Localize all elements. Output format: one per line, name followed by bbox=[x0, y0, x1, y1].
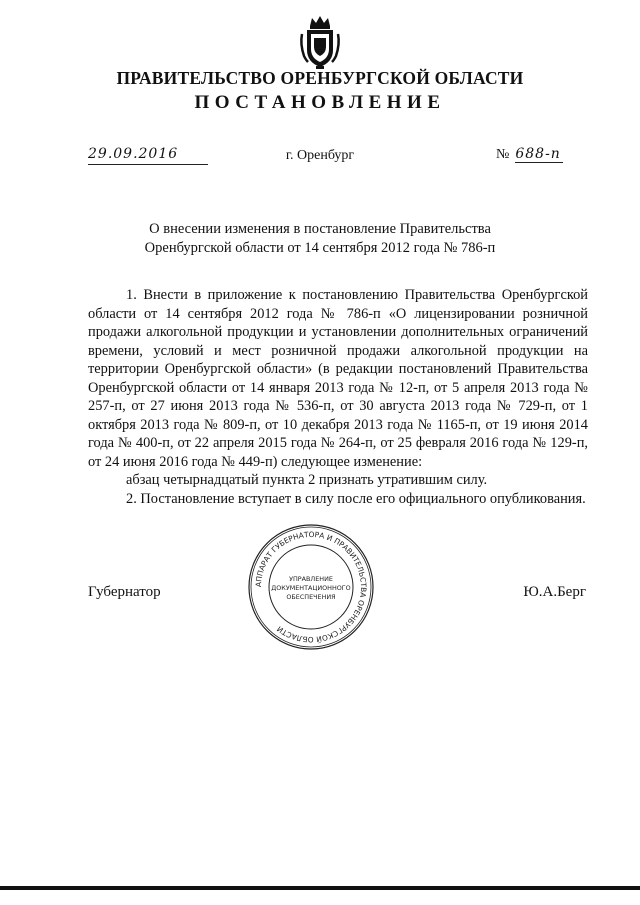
signatory-title: Губернатор bbox=[88, 584, 161, 600]
subject-line-2: Оренбургской области от 14 сентября 2012 года № 786-п bbox=[144, 240, 496, 256]
document-number-handwritten: 688-п bbox=[515, 146, 563, 163]
body-paragraph-2: абзац четырнадцатый пункта 2 признать утратившим силу. bbox=[126, 472, 488, 488]
document-type-title: ПОСТАНОВЛЕНИЕ bbox=[194, 92, 446, 113]
stamp-center-line-1: УПРАВЛЕНИЕ bbox=[289, 575, 333, 583]
body-paragraph-1: 1. Внести в приложение к постановлению Правительства Оренбургской области от 14 сентября 2012 года № 786-п «О лицензировании розничной продажи алкогольной продукции и установлении дополнительных ограничений времени, условий и мест розничной продажи алкогольной продукции на территории Оренбургской области» (в редакции постановлений Правительства Оренбургской области от 14 января 2013 года № 12-п, от 5 апреля 2013 года № 257-п, от 27 июня 2013 года № 536-п, от 30 августа 2013 года № 729-п, от 1 октября 2013 года № 809-п, от 10 декабря 2013 года № 1165-п, от 19 июня 2014 года № 400-п, от 22 апреля 2015 года № 264-п, от 25 февраля 2016 года № 129-п, от 24 июня 2016 года № 449-п) следующее изменение: bbox=[88, 287, 588, 470]
stamp-center-line-2: ДОКУМЕНТАЦИОННОГО bbox=[271, 584, 351, 592]
body-paragraph-3: 2. Постановление вступает в силу после его официального опубликования. bbox=[126, 490, 586, 507]
document-date-handwritten: 29.09.2016 bbox=[88, 146, 179, 162]
official-stamp bbox=[246, 522, 376, 652]
stamp-ring-text: АППАРАТ ГУБЕРНАТОРА И ПРАВИТЕЛЬСТВА ОРЕНБУРГСКОЙ ОБЛАСТИ bbox=[253, 529, 369, 645]
stamp-center-line-3: ОБЕСПЕЧЕНИЯ bbox=[286, 593, 336, 601]
document-number bbox=[496, 146, 563, 163]
number-sign: № bbox=[496, 147, 510, 162]
page-bottom-rule bbox=[0, 886, 640, 890]
subject-line-1: О внесении изменения в постановление Правительства bbox=[149, 221, 491, 237]
document-city: г. Оренбург bbox=[285, 148, 355, 163]
document-body bbox=[88, 286, 588, 508]
organization-title: ПРАВИТЕЛЬСТВО ОРЕНБУРГСКОЙ ОБЛАСТИ bbox=[116, 68, 524, 88]
signatory-name: Ю.А.Берг bbox=[523, 584, 586, 600]
document-subject bbox=[0, 220, 640, 258]
oblast-coat-of-arms-icon bbox=[298, 14, 342, 70]
